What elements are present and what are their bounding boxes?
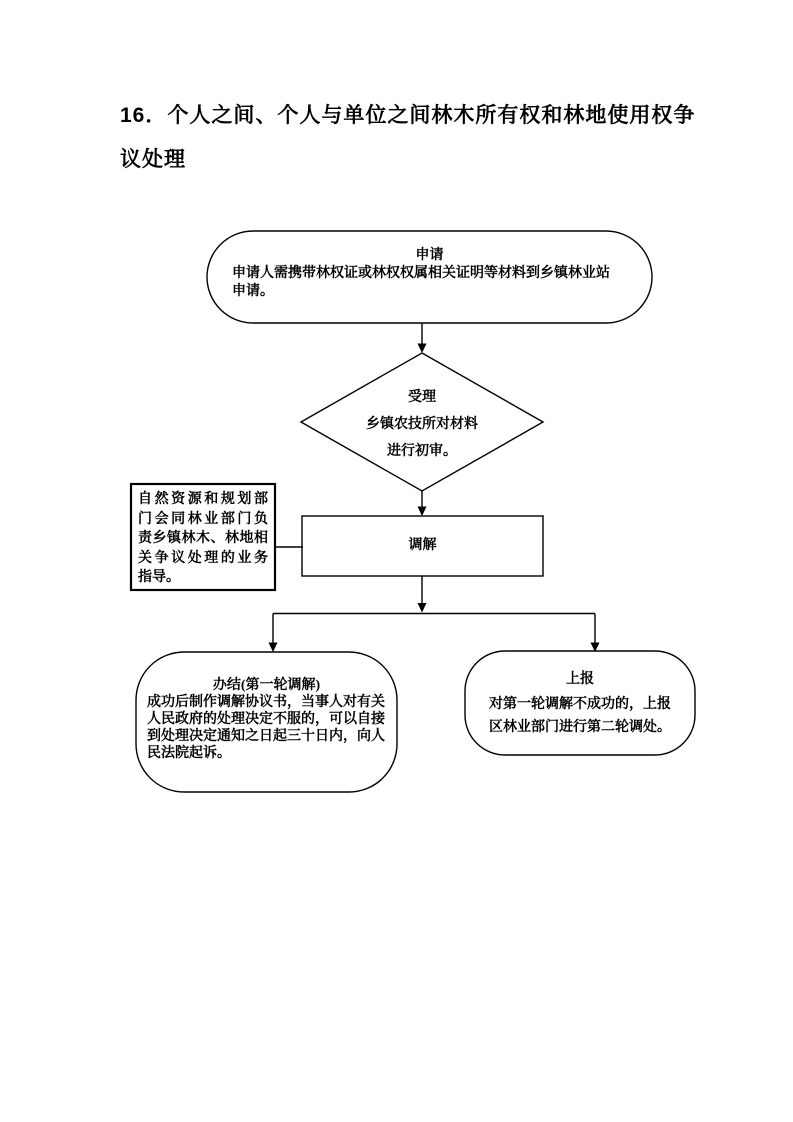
- apply-body-line1: 申请人需携带林权证或林权权属相关证明等材料到乡镇林业站: [232, 266, 610, 281]
- complete-body-line2: 人民政府的处理决定不服的，可以自接: [147, 712, 385, 727]
- apply-body-line2: 申请。: [232, 284, 274, 299]
- report-node-body: [465, 693, 695, 739]
- complete-body-line1: 成功后制作调解协议书，当事人对有关: [147, 695, 385, 710]
- document-title-line1: 16．个人之间、个人与单位之间林木所有权和林地使用权争: [120, 104, 696, 127]
- review-line1: 受理: [408, 390, 436, 405]
- side-note-line1: 自然资源和规划部: [138, 492, 268, 507]
- review-node-text: [301, 384, 543, 465]
- complete-body-line4: 民法院起诉。: [147, 746, 231, 761]
- mediation-node-label: 调解: [408, 538, 437, 553]
- arrowhead-into-mediation: [418, 507, 427, 517]
- apply-node-body: [232, 265, 634, 301]
- complete-node-title: 办结(第一轮调解): [212, 678, 321, 693]
- arrowhead-into-review: [418, 344, 427, 354]
- report-body-line2: 区林业部门进行第二轮调处。: [489, 720, 671, 735]
- review-line2: 乡镇农技所对材料: [366, 417, 478, 432]
- side-note-line2: 门会同林业部门负: [138, 511, 268, 527]
- arrowhead-into-branch: [418, 603, 427, 613]
- side-note-line3: 责乡镇林木、林地相: [138, 531, 268, 546]
- document-title-line2: 议处理: [120, 148, 186, 171]
- side-note-text: [138, 490, 268, 588]
- complete-body-line3: 到处理决定通知之日起三十日内，向人: [147, 729, 385, 744]
- report-body-line1: 对第一轮调解不成功的，上报: [489, 697, 671, 712]
- complete-node-body: [147, 694, 389, 762]
- review-line3: 进行初审。: [387, 444, 457, 459]
- apply-node-title: 申请: [415, 248, 444, 263]
- side-note-line4: 关争议处理的业务: [138, 550, 268, 566]
- arrowhead-into-complete: [269, 643, 278, 653]
- report-node-title: 上报: [566, 672, 594, 687]
- side-note-line5: 指导。: [138, 570, 180, 585]
